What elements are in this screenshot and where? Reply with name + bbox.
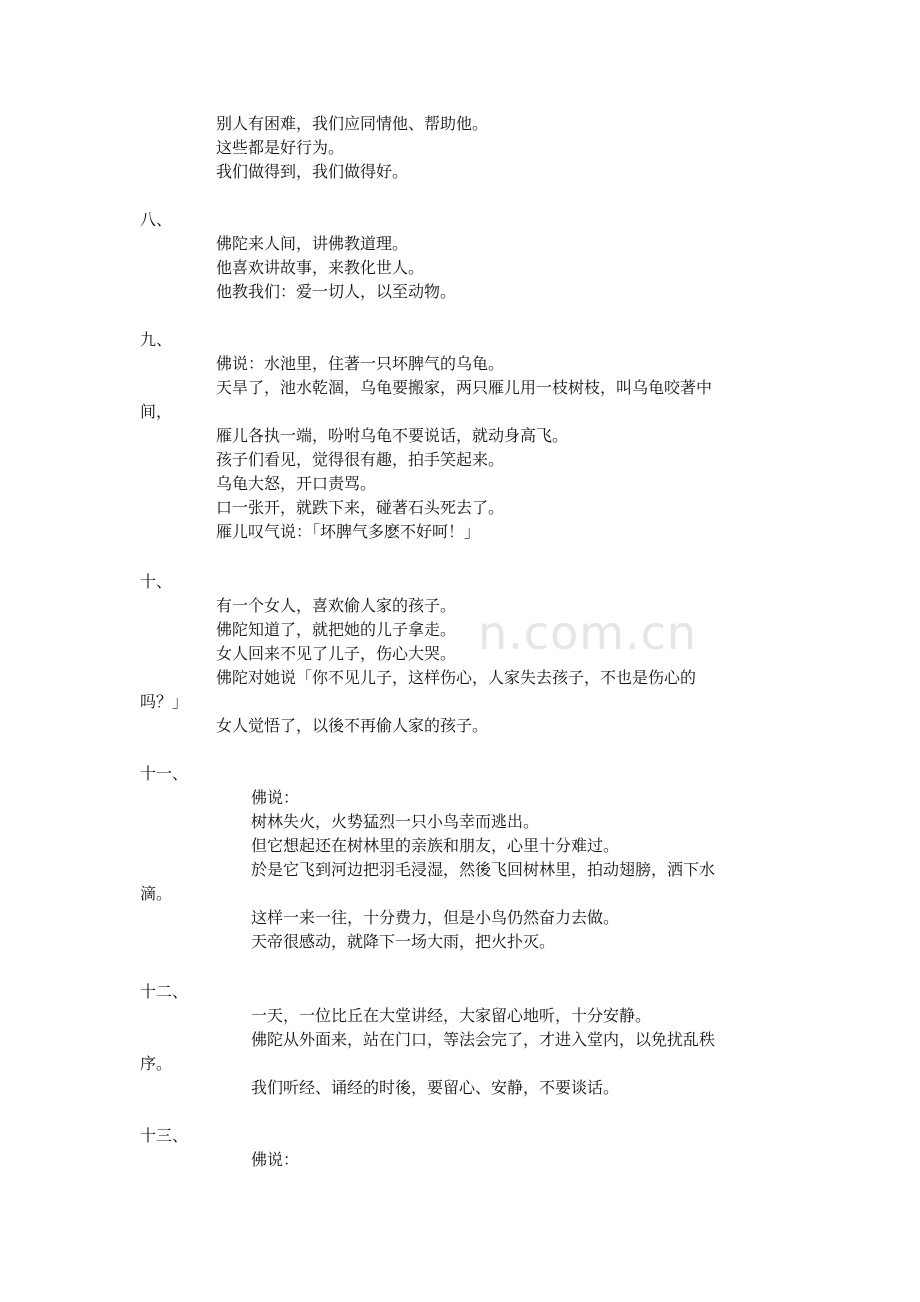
paragraph-line: 佛陀知道了，就把她的儿子拿走。 (216, 620, 457, 639)
paragraph-line: 他喜欢讲故事，来教化世人。 (216, 258, 425, 277)
paragraph-line: 但它想起还在树林里的亲族和朋友，心里十分难过。 (251, 836, 620, 855)
section-number: 九、 (140, 330, 173, 349)
paragraph-line: 我们做得到，我们做得好。 (216, 162, 409, 181)
watermark: n.com.cn (478, 606, 698, 660)
paragraph-line: 雁儿各执一端，吩咐乌龟不要说话，就动身高飞。 (216, 426, 569, 445)
paragraph-line: 佛说： (251, 1150, 300, 1169)
paragraph-line: 树林失火，火势猛烈一只小鸟幸而逃出。 (251, 812, 540, 831)
paragraph-line: 於是它飞到河边把羽毛浸湿，然後飞回树林里，拍动翅膀，洒下水 (251, 860, 716, 879)
paragraph-line: 孩子们看见，觉得很有趣，拍手笑起来。 (216, 450, 505, 469)
paragraph-line: 佛陀对她说「你不见儿子，这样伤心，人家失去孩子，不也是伤心的 (216, 668, 697, 687)
section-number: 十一、 (140, 764, 189, 783)
section-number: 八、 (140, 210, 173, 229)
section-number: 十二、 (140, 982, 189, 1001)
paragraph-line: 女人回来不见了儿子，伤心大哭。 (216, 644, 457, 663)
paragraph-line: 滴。 (140, 884, 173, 903)
paragraph-line: 这些都是好行为。 (216, 138, 345, 157)
paragraph-line: 这样一来一往，十分费力，但是小鸟仍然奋力去做。 (251, 908, 620, 927)
paragraph-line: 吗？」 (140, 692, 189, 711)
paragraph-line: 我们听经、诵经的时後，要留心、安静，不要谈话。 (251, 1078, 620, 1097)
paragraph-line: 天旱了，池水乾涸，乌龟要搬家，两只雁儿用一枝树枝，叫乌龟咬著中 (216, 378, 713, 397)
paragraph-line: 女人觉悟了，以後不再偷人家的孩子。 (216, 716, 489, 735)
paragraph-line: 佛说： (251, 788, 300, 807)
paragraph-line: 佛陀来人间，讲佛教道理。 (216, 234, 409, 253)
paragraph-line: 他教我们：爱一切人，以至动物。 (216, 282, 457, 301)
paragraph-line: 一天，一位比丘在大堂讲经，大家留心地听，十分安静。 (251, 1006, 652, 1025)
paragraph-line: 雁儿叹气说：「坏脾气多麽不好呵！」 (216, 522, 481, 541)
paragraph-line: 口一张开，就跌下来，碰著石头死去了。 (216, 498, 505, 517)
paragraph-line: 天帝很感动，就降下一场大雨，把火扑灭。 (251, 932, 556, 951)
paragraph-line: 佛说：水池里，住著一只坏脾气的乌龟。 (216, 354, 505, 373)
paragraph-line: 有一个女人，喜欢偷人家的孩子。 (216, 596, 457, 615)
section-number: 十三、 (140, 1126, 189, 1145)
section-number: 十、 (140, 572, 173, 591)
paragraph-line: 间， (140, 402, 173, 421)
paragraph-line: 别人有困难，我们应同情他、帮助他。 (216, 114, 489, 133)
paragraph-line: 佛陀从外面来，站在门口，等法会完了，才进入堂内，以免扰乱秩 (251, 1030, 716, 1049)
paragraph-line: 序。 (140, 1054, 173, 1073)
paragraph-line: 乌龟大怒，开口责骂。 (216, 474, 377, 493)
